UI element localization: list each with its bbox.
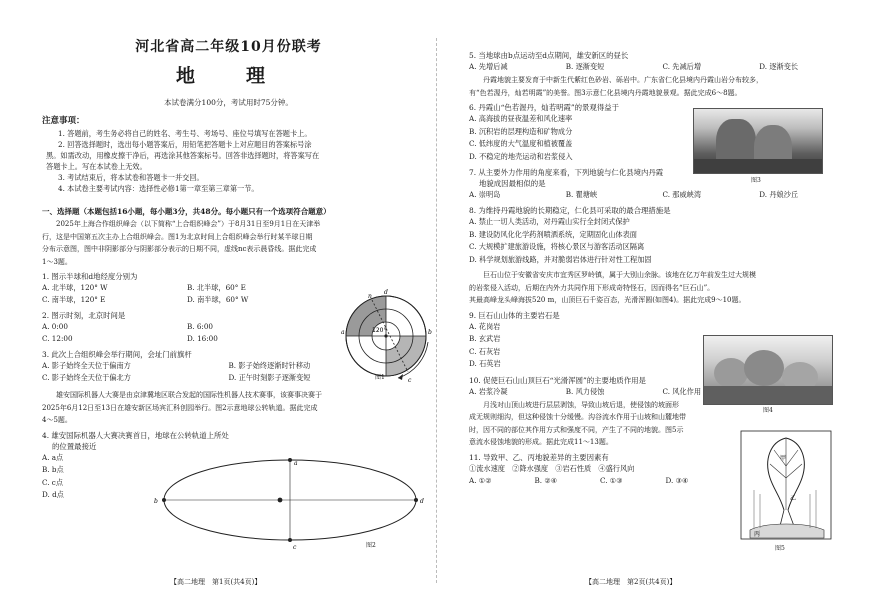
option[interactable]: C. 风化作用: [662, 386, 702, 396]
option[interactable]: C. 石灰岩: [469, 346, 501, 356]
passage-line: 雄安国际机器人大赛是由京津冀地区联合发起的国际性机器人技术赛事，该赛事决赛于: [56, 391, 322, 399]
option[interactable]: C. 南半球，120° E: [42, 295, 106, 304]
subject-title: 地 理: [175, 65, 281, 87]
fig1-letter-d: d: [384, 289, 388, 296]
option[interactable]: B. 6:00: [187, 322, 213, 331]
exam-title: 河北省高二年级10月份联考: [135, 39, 322, 55]
question-5: 5. 当地球由b点运动至d点期间，雄安新区的昼长: [469, 51, 629, 60]
figure-3-danxia-photo: [693, 108, 823, 174]
notice-heading: 注意事项：: [42, 116, 85, 126]
q1-options: [42, 282, 332, 306]
passage-line: 1～3题。: [42, 257, 72, 266]
option[interactable]: D. 不稳定的地壳运动和岩浆侵入: [469, 151, 573, 161]
fig1-letter-a: a: [341, 329, 345, 336]
figure-5-caption: 图5: [775, 545, 785, 552]
option[interactable]: A. 0:00: [42, 322, 68, 331]
notice-line: 2. 回答选择题时，选出每小题答案后，用铅笔把答题卡上对应题目的答案标号涂: [58, 140, 312, 149]
question-2: 2. 图示时刻，北京时间是: [42, 311, 126, 320]
notice-line: 答题卡上。写在本试卷上无效。: [46, 162, 147, 171]
option[interactable]: D. ③④: [665, 476, 689, 485]
figure-2-caption: 图2: [366, 542, 376, 549]
option[interactable]: D. 南半球，60° W: [187, 295, 249, 304]
option[interactable]: D. 逐渐变长: [759, 62, 799, 71]
fig2-letter-d: d: [420, 498, 424, 505]
q11-options: [469, 475, 731, 487]
option[interactable]: A. 先增后减: [469, 62, 508, 71]
fig5-label-yi: 乙: [790, 495, 797, 502]
fig5-label-bing: 丙: [754, 531, 761, 538]
option[interactable]: A. 影子始终全天位于偏南方: [42, 361, 131, 370]
figure-2-orbit: [140, 455, 430, 550]
fig2-letter-a: a: [294, 460, 298, 467]
section-heading: 一、选择题（本题包括16小题，每小题3分，共48分。每小题只有一个选项符合题意）: [42, 207, 331, 216]
passage-line: 有“色若渥丹，灿若明霞”的美誉。图3示意仁化县境内丹霞地貌景观。据此完成6～8题。: [469, 88, 742, 97]
option[interactable]: D. 丹娘沙丘: [759, 190, 799, 199]
notice-line: 黑。如需改动，用橡皮擦干净后，再选涂其他答案标号。回答非选择题时，将答案写在: [46, 151, 320, 160]
option[interactable]: A. ①②: [469, 476, 492, 485]
option[interactable]: B. 影子始终逐渐时针移动: [228, 361, 311, 370]
q11-choices: ①流水速度 ②降水强度 ③岩石性质 ④盛行风向: [469, 463, 635, 473]
question-7-stem: 7. 从主要外力作用的角度来看，下列地貌与仁化县境内丹霞: [469, 168, 664, 177]
option[interactable]: C. 那威峡湾: [662, 190, 702, 199]
option[interactable]: B. 建设防风化化学药剂喷洒系统，定期固化山体表面: [469, 229, 637, 239]
question-3: 3. 此次上合组织峰会举行期间，会址门前旗杆: [42, 350, 192, 359]
fig1-letter-c: c: [408, 377, 412, 384]
passage-line: 成无规则细沟，但这种侵蚀十分缓慢。沟谷流水作用于山坡和山麓地带: [469, 413, 686, 421]
option[interactable]: A. 北半球，120° W: [42, 283, 108, 292]
option[interactable]: B. 瞿塘峡: [565, 190, 598, 199]
q1-3-block: [42, 271, 322, 345]
option[interactable]: C. 12:00: [42, 334, 73, 343]
option[interactable]: C. 低纬度的大气温度和植被覆盖: [469, 139, 573, 148]
page-footer: 【高二地理 第1页(共4页)】: [170, 578, 262, 586]
fig2-letter-c: c: [293, 544, 297, 550]
option[interactable]: B. ②④: [534, 476, 558, 485]
passage-line: 月浅对山顶山坡进行层层剥蚀，导致山坡后退，使侵蚀的坡面形: [483, 400, 679, 409]
option[interactable]: A. 岩浆冷凝: [469, 386, 508, 396]
passage-line: 分布示意图，图中非阴影部分与阴影部分表示的日期不同，虚线nc表示晨昏线。据此完成: [42, 245, 317, 253]
option[interactable]: A. 禁止一切人类活动，对丹霞山实行全封闭式保护: [469, 217, 630, 226]
figure-4-boulder-photo: [703, 335, 833, 405]
option[interactable]: D. 石英岩: [469, 359, 501, 368]
option[interactable]: D. 正午时刻影子逐渐变短: [228, 373, 311, 382]
option[interactable]: D. d点: [42, 490, 64, 499]
figure-1-caption: 图1: [375, 374, 385, 381]
passage-line: 2025年上海合作组织峰会（以下简称“上合组织峰会”）于8月31日至9月1日在天津举: [56, 220, 321, 228]
question-7-stem-cont: 地貌成因最相似的是: [479, 179, 546, 188]
option[interactable]: A. a点: [42, 452, 64, 462]
q2-options: [42, 321, 332, 345]
option[interactable]: C. c点: [42, 477, 64, 487]
option[interactable]: C. ①③: [600, 476, 623, 485]
fig2-letter-b: b: [154, 498, 158, 505]
figure-3-caption: 图3: [751, 177, 761, 184]
question-10: 10. 促使巨石山山顶巨石“光滑浑圆”的主要地质作用是: [469, 375, 646, 385]
figure-1-hemisphere: [338, 288, 438, 388]
passage-line: 4～5题。: [42, 416, 72, 424]
option[interactable]: B. b点: [42, 465, 64, 474]
page-2: [435, 0, 870, 615]
question-4-stem: 4. 雄安国际机器人大赛决赛首日，地球在公转轨道上所处: [42, 430, 229, 440]
score-line: 本试卷满分100分，考试用时75分钟。: [164, 98, 293, 107]
option[interactable]: C. 大规模扩建旅游设施，将核心景区与游客活动区隔离: [469, 242, 645, 251]
figure-4-caption: 图4: [763, 407, 773, 414]
option[interactable]: C. 先减后增: [662, 62, 702, 71]
question-1: 1. 图示半球和d地经度分别为: [42, 272, 138, 281]
question-8: 8. 为维持丹霞地貌的长期稳定，仁化县可采取的最合理措施是: [469, 206, 671, 215]
option[interactable]: B. 风力侵蚀: [565, 386, 605, 396]
notice-line: 4. 本试卷主要考试内容：选择性必修1第一章至第三章第一节。: [58, 184, 259, 193]
option[interactable]: C. 影子始终全天位于偏北方: [42, 373, 131, 382]
notice-line: 3. 考试结束后，将本试卷和答题卡一并交回。: [58, 173, 204, 182]
passage-line: 行，这是中国第五次主办上合组织峰会。图1为北京时间上合组织峰会举行时某半球日期: [42, 232, 313, 241]
question-4-stem-cont: 的位置最接近: [52, 441, 97, 451]
fig5-label-jia: 甲: [780, 455, 787, 462]
passage-line: 丹霞地貌主要发育于中新生代紫红色砂岩、砾岩中。广东省仁化县境内丹霞山岩分布较多，: [483, 76, 763, 84]
option[interactable]: D. 科学规划旅游线路，并对脆弱岩体进行针对性工程加固: [469, 254, 652, 264]
fig1-letter-n: n: [368, 293, 372, 300]
option[interactable]: A. 崇明岛: [469, 190, 501, 199]
passage-line: 意流水侵蚀地貌的形成。据此完成11～13题。: [469, 438, 613, 446]
option[interactable]: B. 北半球，60° E: [187, 283, 246, 292]
notice-line: 1. 答题前，考生务必将自己的姓名、考生号、考场号、座位号填写在答题卡上。: [58, 129, 312, 138]
passage-line: 时，因不同的部位其作用方式和强度不同，产生了不同的地貌。图5示: [469, 425, 684, 434]
passage-line: 的岩浆侵入活动，后期在内外力共同作用下形成奇特怪石，因而得名“巨石山”。: [469, 283, 715, 292]
notice-list: [42, 128, 415, 194]
question-6: 6. 丹霞山“色若渥丹，灿若明霞”的景观得益于: [469, 103, 619, 112]
page-footer: 【高二地理 第2页(共4页)】: [585, 578, 677, 586]
option[interactable]: A. 高海拔的昼夜温差和风化速率: [469, 114, 573, 123]
q5-options: [469, 61, 856, 73]
question-4: [42, 430, 415, 452]
q8-options: [469, 216, 856, 266]
question-11: 11. 导致甲、乙、丙地貌差异的主要因素有: [469, 452, 609, 462]
option[interactable]: B. 逐渐变短: [565, 62, 605, 71]
fig1-letter-b: b: [428, 329, 432, 336]
option[interactable]: B. 沉积岩的层理构造和矿物成分: [469, 126, 573, 136]
passage-line: 巨石山位于安徽省安庆市宜秀区罗岭镇，属于大别山余脉。该地在亿万年前发生过大规模: [483, 271, 756, 279]
option[interactable]: B. 玄武岩: [469, 334, 501, 343]
fig1-angle-label: 120°: [372, 327, 387, 334]
question-9: 9. 巨石山山体的主要岩石是: [469, 310, 560, 320]
q7-options: [469, 189, 856, 201]
passage-line: 其最高峰龙头峰海拔520 m，山顶巨石千姿百态，光滑浑圆(如图4)。据此完成9～10题。: [469, 296, 746, 304]
option[interactable]: D. 16:00: [187, 334, 218, 343]
option[interactable]: A. 花岗岩: [469, 321, 501, 331]
passage-line: 2025年6月12日至13日在雄安新区场宾汇科创园举行。图2示意地球公转轨道。据此完成: [42, 403, 318, 412]
figure-5-erosion-diagram: [740, 430, 832, 542]
